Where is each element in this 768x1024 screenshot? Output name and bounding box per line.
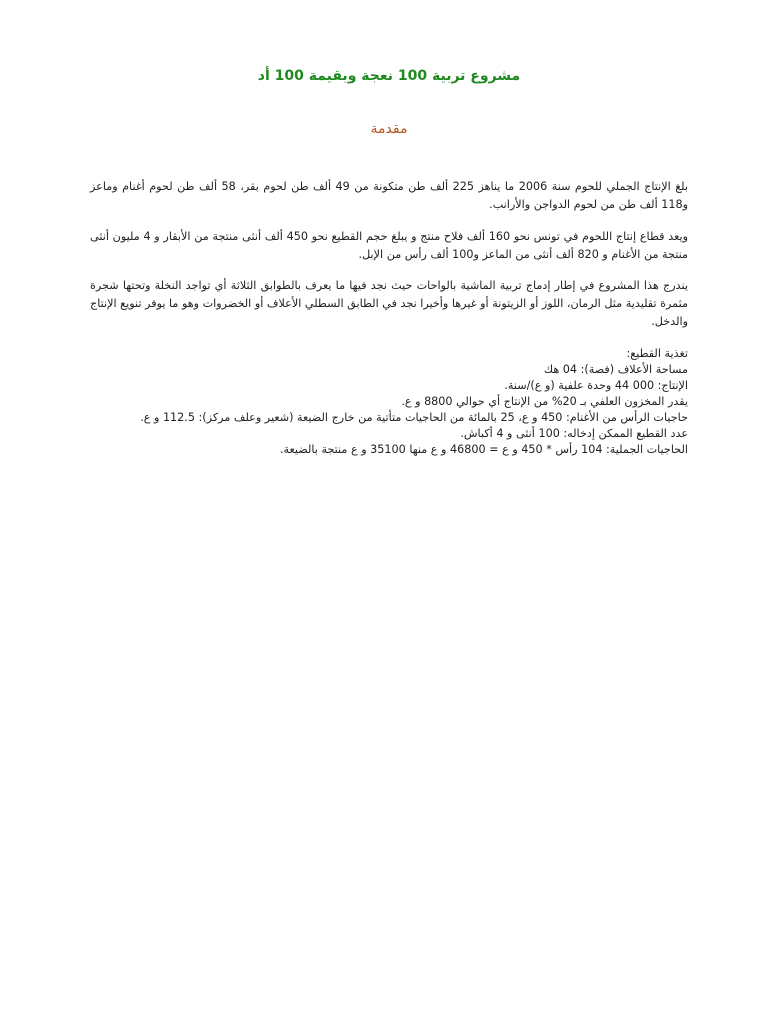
document-page bbox=[90, 0, 688, 1024]
herd-feeding-list bbox=[80, 346, 688, 458]
paragraph-project-context: يندرج هذا المشروع في إطار إدماج تربية الماشية بالواحات حيث نجد فيها ما يعرف بالطوابق الثلاثة أي تواجد النخلة وتحتها شجرة مثمرة تقليدية مثل الرمان، اللوز أو الزيتونة أو غيرها وأخيرا نجد في الطابق السطلي الأعلاف أو الخضروات وهو ما يوفر تنويع الإنتاج والدخل. bbox=[89, 279, 688, 328]
list-item: الإنتاج: 000 44 وحدة علفية (و ع)/سنة. bbox=[504, 379, 688, 392]
list-heading: تغذية القطيع: bbox=[626, 347, 688, 360]
document-title: مشروع تربية 100 نعجة وبقيمة 100 أد bbox=[257, 68, 521, 84]
paragraph-meat-production: بلغ الإنتاج الجملي للحوم سنة 2006 ما يناهز 225 ألف طن متكونة من 49 ألف طن لحوم بقر، 58 ألف طن لحوم أغنام وماعز و118 ألف طن من لحوم الدواجن والأرانب. bbox=[90, 180, 688, 211]
list-item: مساحة الأعلاف (فصة): 04 هك bbox=[543, 363, 688, 376]
list-item: حاجيات الرأس من الأغنام: 450 و ع، 25 بالمائة من الحاجيات متأتية من خارج الضيعة (شعير وعلف مركز): 112.5 و ع. bbox=[140, 411, 688, 424]
paragraph-meat-sector: ويعد قطاع إنتاج اللحوم في تونس نحو 160 ألف فلاح منتج و يبلغ حجم القطيع نحو 450 ألف أنثى منتجة من الأبقار و 4 مليون أنثى منتجة من الأغنام و 820 ألف أنثى من الماعز و100 ألف رأس من الإبل. bbox=[90, 230, 688, 261]
list-item: عدد القطيع الممكن إدخاله: 100 أنثى و 4 أكباش. bbox=[460, 427, 688, 440]
list-item: الحاجيات الجملية: 104 رأس * 450 و ع = 46800 و ع منها 35100 و ع منتجة بالضيعة. bbox=[279, 443, 688, 456]
section-heading-intro: مقدمة bbox=[370, 121, 408, 137]
list-item: يقدر المخزون العلفي بـ 20% من الإنتاج أي حوالي 8800 و ع. bbox=[401, 395, 688, 408]
